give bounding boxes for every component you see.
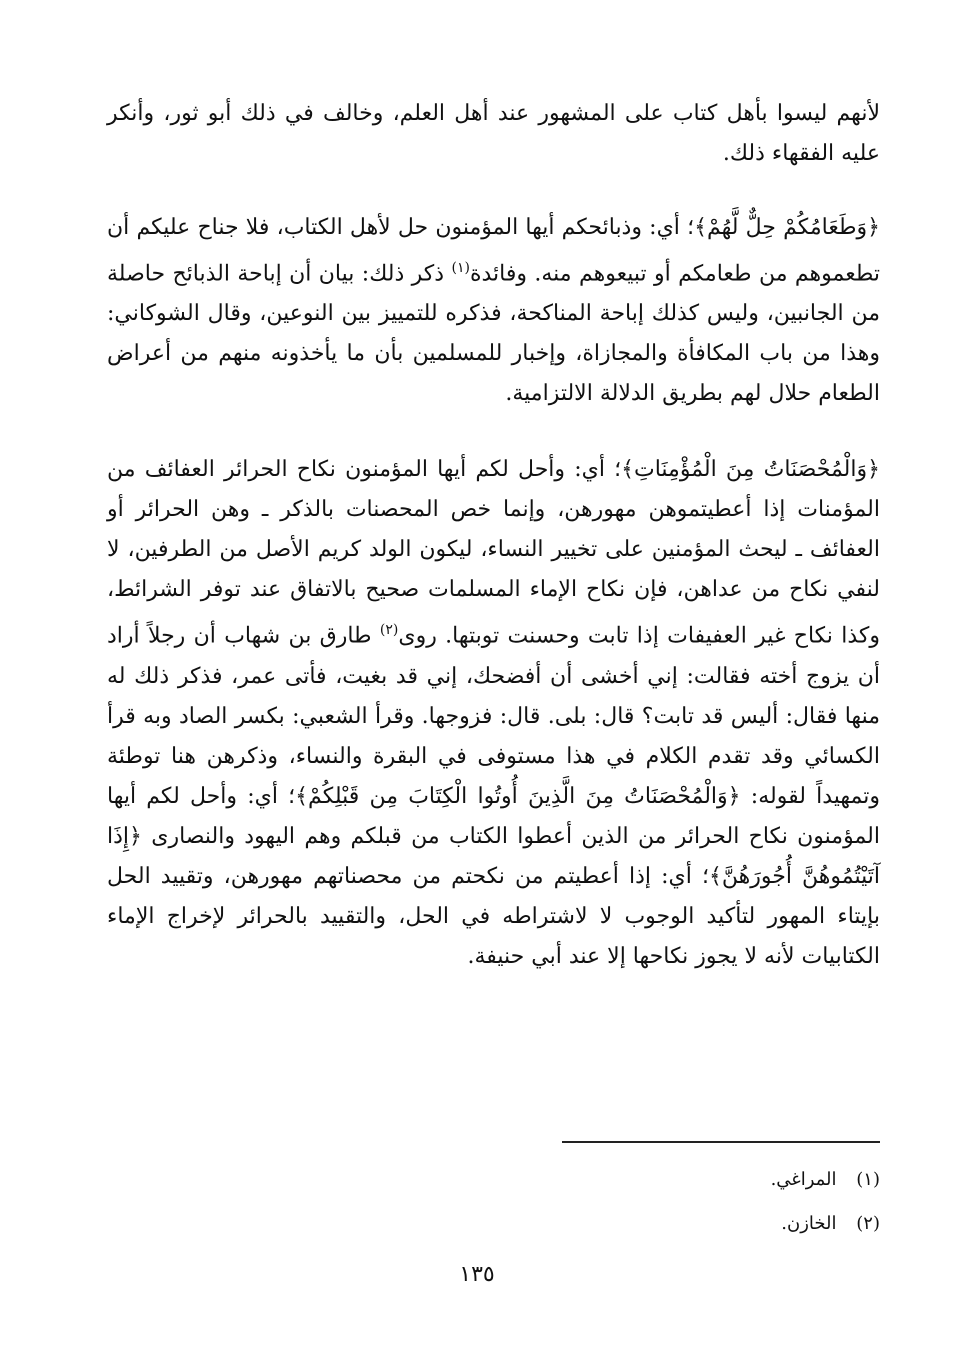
text-run: ؛ أي: وأحل لكم أيها المؤمنون نكاح الحرائر العفائف من المؤمنات إذا أعطيتموهن مهورهن، وإنما خص المحصنات بالذكر ـ وهن الحرائر أو العفائف ـ ليحث المؤمنين على تخيير النساء، ليكون الولد كريم الأصل من الطرفين، لا لنفي نكاح من عداهن، فإن نكاح الإماء المسلمات صحيح بالاتفاق عند توفر الشرائط، وكذا نكاح غير العفيفات إذا تابت وحسنت توبتها. روى — [107, 457, 880, 649]
text-run: طارق بن شهاب أن رجلاً أراد أن يزوج أخته فقالت: إني أخشى أن أفضحك، إني قد بغيت، فأتى عمر، فذكر ذلك له منها فقال: أليس قد تابت؟ قال: بلى. قال: فزوجها. وقرأ الشعبي: بكسر الصاد وبه قرأ الكسائي وقد تقدم الكلام في هذا مستوفى في البقرة والنساء، وذكرهن هنا توطئة وتمهيداً لقوله: — [107, 623, 881, 809]
footnote-number: (٢) — [856, 1213, 880, 1234]
footnote-text: الخازن. — [781, 1213, 837, 1234]
quran-quote: ﴿وَالْمُحْصَنَاتُ مِنَ الْمُؤْمِنَاتِ﴾ — [621, 457, 880, 483]
paragraph-gap — [107, 414, 880, 450]
quran-quote: ﴿إِذَا آتَيْتُمُوهُنَّ أُجُورَهُنَّ﴾ — [107, 823, 881, 889]
text-run: ذكر ذلك: بيان أن إباحة الذبائح حاصلة من الجانبين، وليس كذلك إباحة المناكحة، فذكره للتمييز بين النوعين، وقال الشوكاني: وهذا من باب المكافأة والمجازاة، وإخبار للمسلمين بأن ما يأخذونه منهم من أعراض الطعام حلال لهم بطريق الدلالة الالتزامية. — [107, 261, 880, 407]
footnote-number: (١) — [856, 1169, 880, 1190]
quran-quote: ﴿وَطَعَامُكُمْ حِلٌّ لَّهُمْ﴾ — [694, 215, 881, 240]
footnote-2 — [480, 1202, 880, 1246]
paragraph-2 — [107, 208, 880, 414]
page-number: ١٣٥ — [459, 1262, 495, 1287]
text-run: ؛ أي: وذبائحكم أيها المؤمنون حل لأهل الكتاب، فلا جناح عليكم أن تطعموهم من طعامكم أو تبيعوهم منه. وفائدة — [107, 215, 880, 287]
paragraph-3 — [107, 450, 880, 976]
paragraph-gap — [107, 174, 880, 208]
footnote-divider — [562, 1141, 880, 1143]
footnote-marker: (١) — [451, 260, 470, 276]
footnote-1 — [480, 1158, 880, 1202]
text-run: لأنهم ليسوا بأهل كتاب على المشهور عند أهل العلم، وخالف في ذلك أبو ثور، وأنكر عليه الفقهاء ذلك. — [107, 101, 880, 166]
footnotes — [480, 1158, 880, 1246]
text-run: ؛ أي: وأحل لكم أيها المؤمنون نكاح الحرائر من الذين أعطوا الكتاب من قبلكم وهم اليهود والنصارى — [107, 783, 880, 849]
footnote-marker: (٢) — [379, 622, 399, 639]
main-text — [107, 94, 880, 977]
footnote-text: المراغي. — [770, 1169, 837, 1190]
quran-quote: ﴿وَالْمُحْصَنَاتُ مِنَ الَّذِينَ أُوتُوا الْكِتَابَ مِن قَبْلِكُمْ﴾ — [295, 783, 741, 809]
paragraph-1 — [107, 94, 880, 174]
text-run: ؛ أي: إذا أعطيتم من نكحتم من محصناتهم مهورهن، وتقييد الحل بإيتاء المهور لتأكيد الوجوب لا لاشتراطه في الحل، والتقييد بالحرائر لإخراج الإماء الكتابيات لأنه لا يجوز نكاحها إلا عند أبي حنيفة. — [107, 863, 880, 969]
